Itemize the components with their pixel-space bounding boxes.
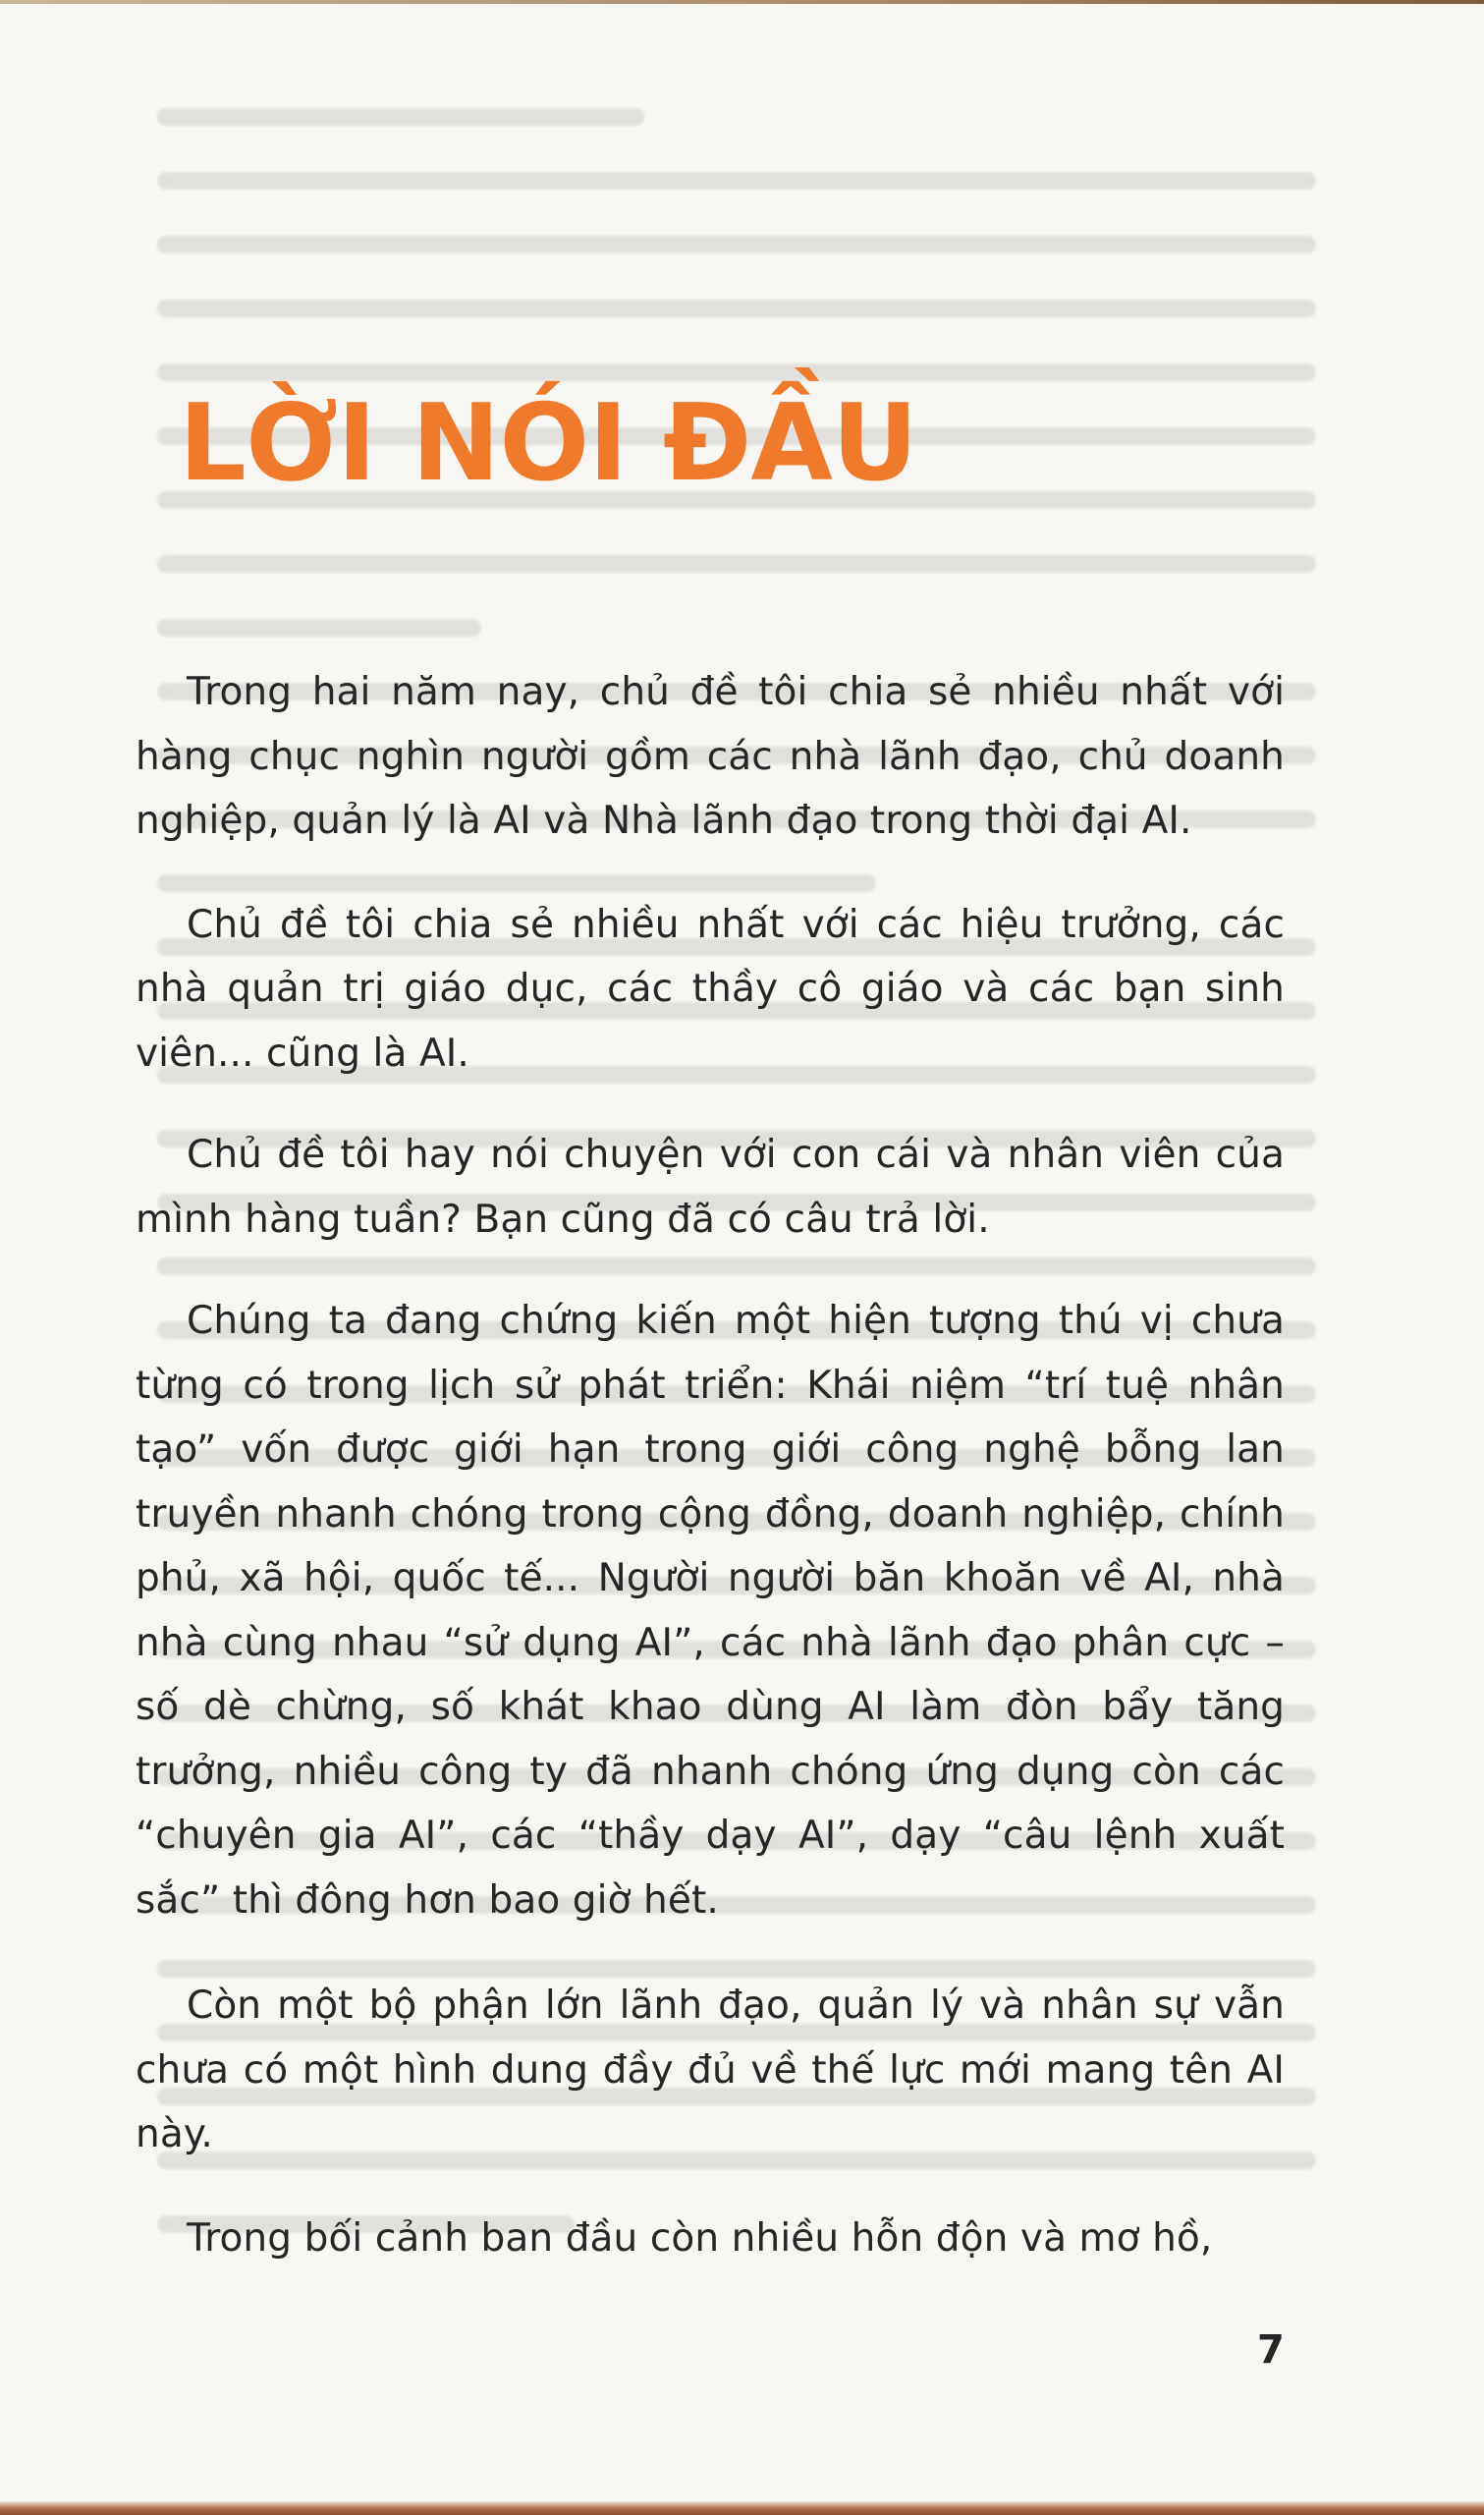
paragraph-5: Còn một bộ phận lớn lãnh đạo, quản lý và nhân sự vẫn chưa có một hình dung đầy đủ về thế lực mới mang tên AI này. (136, 1984, 1285, 2156)
paragraph-1: Trong hai năm nay, chủ đề tôi chia sẻ nhiều nhất với hàng chục nghìn người gồm các nhà lãnh đạo, chủ doanh nghiệp, quản lý là AI và Nhà lãnh đạo trong thời đại AI. (136, 670, 1285, 843)
paragraph-2: Chủ đề tôi chia sẻ nhiều nhất với các hiệu trưởng, các nhà quản trị giáo dục, các thầy cô giáo và các bạn sinh viên... cũng là AI. (136, 902, 1285, 1076)
chapter-title: LỜI NÓI ĐẦU (179, 382, 917, 505)
page-top-edge (0, 0, 1484, 4)
page-bottom-edge (0, 2501, 1484, 2515)
paragraph-3: Chủ đề tôi hay nói chuyện với con cái và nhân viên của mình hàng tuần? Bạn cũng đã có câu trả lời. (136, 1133, 1285, 1242)
body-text (136, 660, 1285, 2270)
page-number: 7 (1257, 2327, 1285, 2373)
paragraph-6: Trong bối cảnh ban đầu còn nhiều hỗn độn và mơ hồ, (187, 2215, 1213, 2261)
paragraph-4: Chúng ta đang chứng kiến một hiện tượng thú vị chưa từng có trong lịch sử phát triển: Khái niệm “trí tuệ nhân tạo” vốn được giới hạn trong giới công nghệ bỗng lan truyền nhanh chóng trong cộng đồng, doanh nghiệp, chính phủ, xã hội, quốc tế... Người người băn khoăn về AI, nhà nhà cùng nhau “sử dụng AI”, các nhà lãnh đạo phân cực – số dè chừng, số khát khao dùng AI làm đòn bẩy tăng trưởng, nhiều công ty đã nhanh chóng ứng dụng còn các “chuyên gia AI”, các “thầy dạy AI”, dạy “câu lệnh xuất sắc” thì đông hơn bao giờ hết. (136, 1299, 1285, 1923)
